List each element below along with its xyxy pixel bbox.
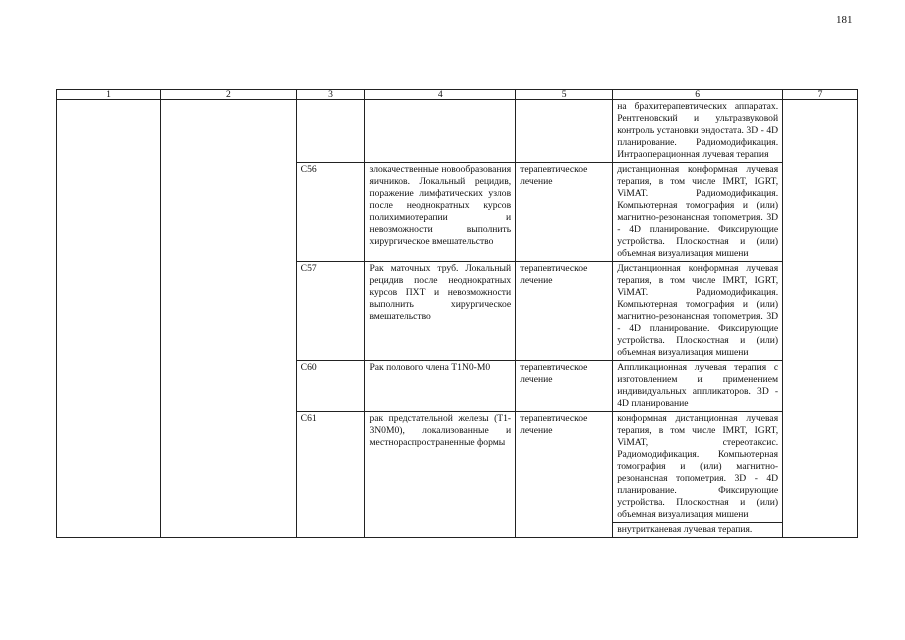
group-cell-col1 [57,100,161,538]
method-cell: на брахитерапевтических аппаратах. Рентгеновский и ультразвуковой контроль установки эндостата. 3D - 4D планирование. Радиомодификация. Интраоперационная лучевая терапия [613,100,783,163]
treatment-cell: терапевтическое лечение [516,262,613,361]
treatment-cell [516,100,613,163]
column-number: 4 [365,90,516,100]
code-cell [296,100,365,163]
treatment-cell: терапевтическое лечение [516,412,613,538]
diagnosis-cell: Рак маточных труб. Локальный рецидив после неоднократных курсов ПХТ и невозможности выполнить хирургическое вмешательство [365,262,516,361]
page-number: 181 [836,14,853,26]
treatment-table [56,89,858,538]
diagnosis-cell: злокачественные новообразования яичников. Локальный рецидив, поражение лимфатических узлов после неоднократных курсов полихимиотерапии и невозможности выполнить хирургическое вмешательство [365,163,516,262]
column-number: 2 [161,90,297,100]
column-number: 3 [296,90,365,100]
column-number: 6 [613,90,783,100]
method-cell: Дистанционная конформная лучевая терапия, в том числе IMRT, IGRT, ViMAT. Радиомодификация. Компьютерная томография и (или) магнитно-резонансная топометрия. 3D - 4D планирование. Фиксирующие устройства. Плоскостная и (или) объемная визуализация мишени [613,262,783,361]
group-cell-col2 [161,100,297,538]
column-number: 7 [783,90,858,100]
method-cell: дистанционная конформная лучевая терапия, в том числе IMRT, IGRT, ViMAT. Радиомодификация. Компьютерная томография и (или) магнитно-резонансная топометрия. 3D - 4D планирование. Фиксирующие устройства. Плоскостная и (или) объемная визуализация мишени [613,163,783,262]
code-cell: C60 [296,361,365,412]
column-number: 1 [57,90,161,100]
column-number-row [57,90,858,100]
diagnosis-cell [365,100,516,163]
method-cell: Аппликационная лучевая терапия с изготовлением и применением индивидуальных аппликаторов. 3D - 4D планирование [613,361,783,412]
method-text: конформная дистанционная лучевая терапия, в том числе IMRT, IGRT, ViMAT, стереотаксис. Радиомодификация. Компьютерная томография и (или) магнитно-резонансная топометрия. 3D - 4D планирование. Фиксирующие устройства. Плоскостная и (или) объемная визуализация мишени [617,413,779,520]
code-cell: C56 [296,163,365,262]
code-cell: C61 [296,412,365,538]
method-cell [613,412,783,538]
code-cell: C57 [296,262,365,361]
column-number: 5 [516,90,613,100]
diagnosis-cell: рак предстательной железы (T1-3N0M0), локализованные и местнораспространенные формы [365,412,516,538]
group-cell-col7 [783,100,858,538]
diagnosis-cell: Рак полового члена T1N0-M0 [365,361,516,412]
method-extra-text: внутритканевая лучевая терапия. [613,522,782,536]
treatment-cell: терапевтическое лечение [516,163,613,262]
treatment-cell: терапевтическое лечение [516,361,613,412]
table-row [57,100,858,163]
